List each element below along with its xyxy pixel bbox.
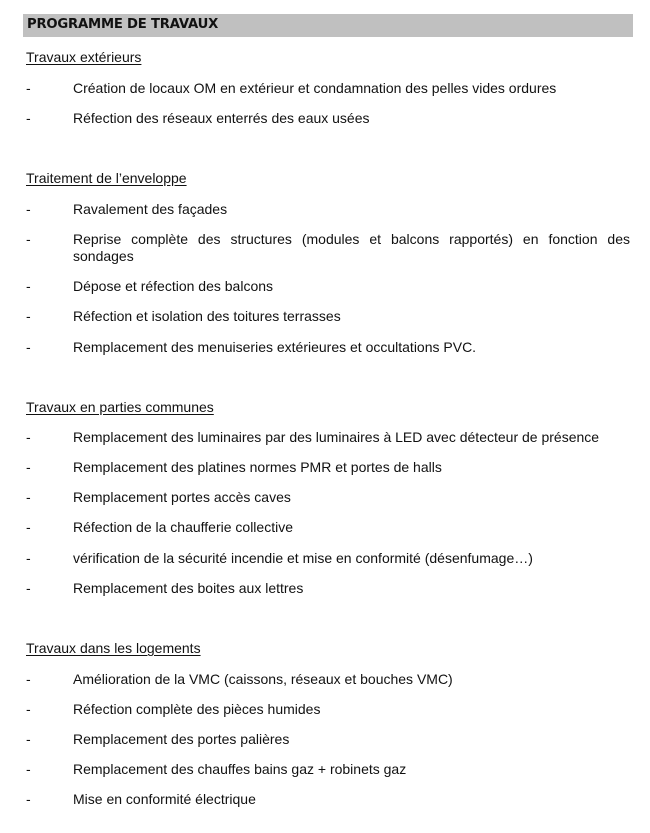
list-item-text: Réfection de la chaufferie collective	[73, 519, 293, 535]
bullet-dash: -	[26, 580, 31, 596]
list-item-text: Réfection complète des pièces humides	[73, 701, 321, 717]
list-item-text: vérification de la sécurité incendie et mise en conformité (désenfumage…)	[73, 550, 533, 566]
list-item-text: Création de locaux OM en extérieur et condamnation des pelles vides ordures	[73, 80, 557, 96]
list-item-text: Mise en conformité électrique	[73, 791, 256, 807]
page-title: PROGRAMME DE TRAVAUX	[27, 17, 219, 32]
bullet-dash: -	[26, 110, 31, 126]
bullet-dash: -	[26, 429, 31, 445]
list-item-text: Réfection et isolation des toitures terrasses	[73, 308, 341, 324]
list-item-text: Amélioration de la VMC (caissons, réseaux et bouches VMC)	[73, 671, 453, 687]
bullet-dash: -	[26, 791, 31, 807]
bullet-dash: -	[26, 519, 31, 535]
bullet-dash: -	[26, 278, 31, 294]
section-title-parties-communes: Travaux en parties communes	[26, 399, 214, 415]
bullet-dash: -	[26, 80, 31, 96]
bullet-dash: -	[26, 731, 31, 747]
list-item-text: Remplacement des luminaires par des luminaires à LED avec détecteur de présence	[73, 429, 600, 445]
bullet-dash: -	[26, 701, 31, 717]
bullet-dash: -	[26, 489, 31, 505]
list-item-text: Remplacement des platines normes PMR et portes de halls	[73, 459, 442, 475]
bullet-dash: -	[26, 201, 31, 217]
header-bar	[23, 14, 633, 37]
bullet-dash: -	[26, 761, 31, 777]
list-item-text: Reprise complète des structures (modules et balcons rapportés) en fonction des sondages	[73, 231, 630, 264]
list-item-text: Ravalement des façades	[73, 201, 228, 217]
list-item-text: Remplacement des menuiseries extérieures et occultations PVC.	[73, 339, 477, 355]
bullet-dash: -	[26, 671, 31, 687]
bullet-dash: -	[26, 459, 31, 475]
list-item-text: Réfection des réseaux enterrés des eaux usées	[73, 110, 370, 126]
list-item-text: Remplacement des portes palières	[73, 731, 290, 747]
section-title-logements: Travaux dans les logements	[26, 640, 201, 656]
list-item-text: Remplacement des chauffes bains gaz + robinets gaz	[73, 761, 407, 777]
bullet-dash: -	[26, 231, 31, 247]
list-item-text: Dépose et réfection des balcons	[73, 278, 274, 294]
bullet-dash: -	[26, 550, 31, 566]
list-item-text: Remplacement des boites aux lettres	[73, 580, 304, 596]
section-title-traitement-enveloppe: Traitement de l’enveloppe	[26, 170, 187, 186]
list-item-text: Remplacement portes accès caves	[73, 489, 291, 505]
bullet-dash: -	[26, 308, 31, 324]
section-title-travaux-exterieurs: Travaux extérieurs	[26, 49, 142, 65]
bullet-dash: -	[26, 339, 31, 355]
